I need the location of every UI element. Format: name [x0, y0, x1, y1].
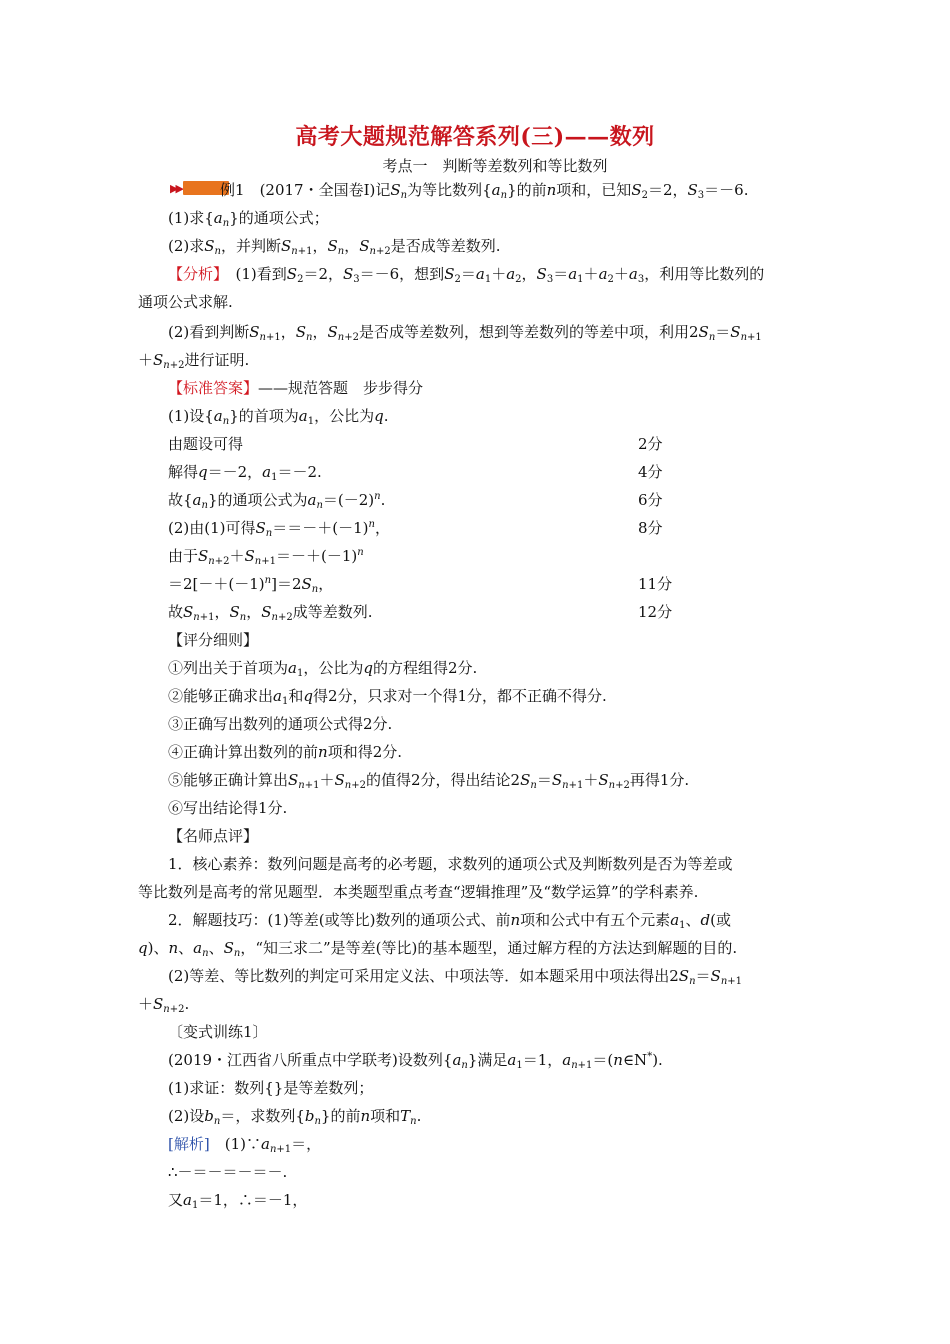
rubric-heading: 【评分细则】 [168, 631, 259, 649]
example-label: 例1 [220, 181, 245, 199]
text: ④正确计算出数列的前 [168, 743, 319, 761]
text: ＝，求数列{ [220, 1107, 305, 1125]
comment-heading: 【名师点评】 [168, 827, 259, 845]
text: ， [214, 603, 230, 621]
text: ). [652, 1051, 663, 1069]
text: ＝ [460, 265, 476, 283]
score-label: 2分 [638, 435, 663, 453]
solution-tag: [解析] [168, 1135, 210, 1153]
text: ＝－2. [277, 463, 322, 481]
text: 的方程组得2分. [372, 659, 478, 677]
text: ＋ [229, 547, 245, 565]
analysis-tag: 【分析】 [168, 265, 221, 283]
text: . [416, 1107, 422, 1125]
text: ＝1， [522, 1051, 563, 1069]
text: 、 [178, 939, 194, 957]
text: 再得1分. [629, 771, 690, 789]
text: )、 [147, 939, 169, 957]
rubric-item-2: ②能够正确求出$a_1$和q得2分，只求对一个得1分，都不正确不得分. [168, 687, 607, 707]
text: (或 [710, 911, 731, 929]
page-title: 高考大题规范解答系列(三)——数列 [295, 124, 655, 150]
text: ＝1，∴＝－1， [198, 1191, 308, 1209]
text: (2)看到判断 [168, 323, 250, 341]
text: ＝－＋(－1) [276, 547, 358, 565]
text: }的前 [507, 181, 547, 199]
text: (1)设{ [168, 407, 214, 425]
text: 的值得2分，得出结论2 [366, 771, 521, 789]
text: ， [374, 519, 390, 537]
analysis-paragraph-2: (2)看到判断$S_{n+1}$，$S_n$，$S_{n+2}$是否成等差数列，想到等差数列的等差中项，利用$2S_n=S_{n+1}$ [168, 323, 762, 343]
text: ， [312, 237, 328, 255]
text: 进行证明. [184, 351, 250, 369]
text: ， [246, 603, 262, 621]
text: ， [312, 323, 328, 341]
text: 解得 [168, 463, 199, 481]
practice-heading: 〔变式训练1〕 [168, 1023, 268, 1041]
text: 项和公式中有五个元素 [520, 911, 671, 929]
text: ＋ [138, 351, 154, 369]
answer-step-7: $=2[-+(-1)^n]=2S_n$， [168, 575, 334, 595]
score-label: 4分 [638, 463, 663, 481]
text: ，并判断 [220, 237, 281, 255]
double-arrow-icon: ▶▶ [170, 181, 181, 195]
standard-answer-tag: 【标准答案】 [168, 379, 259, 397]
text: 成等差数列. [292, 603, 373, 621]
text: 、 [685, 911, 701, 929]
text: (2)由(1)可得 [168, 519, 256, 537]
answer-step-2: 由题设可得 [168, 435, 244, 453]
text: }的通项公式为 [207, 491, 308, 509]
text: ＝ [695, 967, 711, 985]
comment-point-2: 2．解题技巧：(1)等差(或等比)数列的通项公式、前n项和公式中有五个元素$a_1$、d(或 [168, 911, 731, 931]
text: ＋ [583, 265, 599, 283]
text: 记 [375, 181, 391, 199]
text: ，公比为 [303, 659, 364, 677]
text: ， [280, 323, 296, 341]
example-statement: 例1 (2017・全国卷Ⅰ)记$S_n$为等比数列$\{a_n\}$的前n项和，已知$S_2=2$，$S_3=-6$. [220, 181, 749, 201]
text: 为等比数列{ [407, 181, 492, 199]
text: 项和得2分. [327, 743, 402, 761]
text: ＝2[－＋(－1) [168, 575, 265, 593]
rubric-item-6: ⑥写出结论得1分. [168, 799, 288, 817]
text: ， [344, 237, 360, 255]
solution-step-3: 又$a_1=1$，∴＝－1， [168, 1191, 308, 1211]
text: ]＝2 [271, 575, 302, 593]
practice-question-1: (1)求证：数列{}是等差数列； [168, 1079, 374, 1097]
text: }的前 [320, 1107, 361, 1125]
text: ， [521, 265, 537, 283]
text: (1)求{ [168, 209, 214, 227]
rubric-item-3: ③正确写出数列的通项公式得2分. [168, 715, 393, 733]
text: (2)求 [168, 237, 205, 255]
text: ， [318, 575, 334, 593]
solution-step-2: ∴－＝－＝－＝－. [168, 1163, 288, 1181]
text: ＝＝－＋(－1) [272, 519, 369, 537]
text: 故 [168, 603, 184, 621]
analysis-paragraph-2-cont: $+S_{n+2}$进行证明. [138, 351, 250, 371]
section-subtitle: 考点一 判断等差数列和等比数列 [382, 157, 608, 175]
text: ，利用等比数列的 [644, 265, 765, 283]
comment-point-3-cont: $+S_{n+2}$. [138, 995, 190, 1015]
rubric-item-1: ①列出关于首项为$a_1$，公比为q的方程组得2分. [168, 659, 478, 679]
score-label: 11分 [638, 575, 673, 593]
text: 是否成等差数列，想到等差数列的等差中项，利用2 [358, 323, 699, 341]
text: ＝－6，想到 [359, 265, 445, 283]
answer-step-5: (2)由(1)可得$S_n==-+(-1)^n$， [168, 519, 390, 539]
text: }的通项公式； [229, 209, 329, 227]
standard-answer-heading [168, 378, 423, 398]
text: ＝2， [647, 181, 688, 199]
text: ＝ [715, 323, 731, 341]
text: 2．解题技巧：(1)等差(或等比)数列的通项公式、前 [168, 911, 511, 929]
answer-step-1: (1)设$\{a_n\}$的首项为$a_1$，公比为q. [168, 407, 389, 427]
text: ①列出关于首项为 [168, 659, 289, 677]
text: 故{ [168, 491, 193, 509]
text: ＋ [319, 771, 335, 789]
text: (2)等差、等比数列的判定可采用定义法、中项法等．如本题采用中项法得出2 [168, 967, 679, 985]
example-source: (2017・全国卷Ⅰ) [259, 181, 376, 199]
text: 和 [288, 687, 304, 705]
text: ②能够正确求出 [168, 687, 274, 705]
text: ＝(－2) [322, 491, 375, 509]
comment-point-3: (2)等差、等比数列的判定可采用定义法、中项法等．如本题采用中项法得出$2S_n=S_{n+1}$ [168, 967, 743, 987]
practice-statement: (2019・江西省八所重点中学联考)设数列$\{a_n\}$满足$a_1=1$，$a_{n+1}=(n\in N^*)$. [168, 1051, 663, 1071]
rubric-item-5: ⑤能够正确计算出$S_{n+1}+S_{n+2}$的值得2分，得出结论$2S_n=S_{n+1}+S_{n+2}$再得1分. [168, 771, 690, 791]
text: 得2分，只求对一个得1分，都不正确不得分. [312, 687, 607, 705]
answer-step-3: 解得q＝－2，$a_1=-2$. [168, 463, 322, 483]
answer-step-4: 故$\{a_n\}$的通项公式为$a_n=(-2)^n$. [168, 491, 386, 511]
solution-step-1: [解析] $(1)\because a_{n+1}=$， [168, 1135, 322, 1155]
text: . [380, 491, 386, 509]
text: }满足 [467, 1051, 508, 1069]
analysis-paragraph-1: 【分析】 (1)看到$S_2=2$，$S_3=-6$，想到$S_2=a_1+a_2$，$S_3=a_1+a_2+a_3$，利用等比数列的 [168, 265, 765, 285]
question-1: (1)求$\{a_n\}$的通项公式； [168, 209, 329, 229]
text: ⑤能够正确计算出 [168, 771, 289, 789]
text: 项和 [370, 1107, 401, 1125]
text: ＋ [613, 265, 629, 283]
comment-point-2-cont: q)、n、$a_n$、$S_n$，“知三求二”是等差(等比)的基本题型，通过解方程的方法达到解题的目的. [138, 939, 738, 959]
question-2: (2)求$S_n$，并判断$S_{n+1}$，$S_n$，$S_{n+2}$是否成等差数列. [168, 237, 501, 257]
practice-question-2: (2)设$b_n=$，求数列$\{b_n\}$的前n项和$T_n$. [168, 1107, 422, 1127]
score-label: 8分 [638, 519, 663, 537]
comment-point-1: 1．核心素养：数列问题是高考的必考题，求数列的通项公式及判断数列是否为等差或 [168, 855, 733, 873]
text: ，“知三求二”是等差(等比)的基本题型，通过解方程的方法达到解题的目的. [240, 939, 738, 957]
comment-point-1-cont: 等比数列是高考的常见题型．本类题型重点考查“逻辑推理”及“数学运算”的学科素养. [138, 883, 699, 901]
text: ＋ [138, 995, 154, 1013]
text: ＝－6. [704, 181, 749, 199]
text: ＝ [553, 265, 569, 283]
text: ＝－2， [207, 463, 263, 481]
text: ＝( [592, 1051, 614, 1069]
text: (2019・江西省八所重点中学联考)设数列{ [168, 1051, 453, 1069]
text: ＋ [583, 771, 599, 789]
text: ＝ [536, 771, 552, 789]
text: . [184, 995, 190, 1013]
text: . [383, 407, 389, 425]
text: }的首项为 [229, 407, 299, 425]
text: 是否成等差数列. [390, 237, 501, 255]
score-label: 12分 [638, 603, 673, 621]
rubric-item-4: ④正确计算出数列的前n项和得2分. [168, 743, 402, 761]
text: ——规范答题 步步得分 [258, 379, 424, 397]
text: ＝， [291, 1135, 322, 1153]
text: 项和，已知 [556, 181, 632, 199]
text: ＝2， [303, 265, 343, 283]
answer-step-6: 由于$S_{n+2}+S_{n+1}=-+(-1)^n$ [168, 547, 364, 567]
text: ∈N [622, 1051, 648, 1069]
text: 由于 [168, 547, 199, 565]
text: 又 [168, 1191, 184, 1209]
text: (1)看到 [235, 265, 287, 283]
answer-step-8: 故$S_{n+1}$，$S_n$，$S_{n+2}$成等差数列. [168, 603, 373, 623]
score-label: 6分 [638, 491, 663, 509]
text: 、 [208, 939, 224, 957]
text: (2)设 [168, 1107, 205, 1125]
analysis-paragraph-1-cont: 通项公式求解. [138, 293, 233, 311]
text: ，公比为 [314, 407, 375, 425]
text: ＋ [491, 265, 507, 283]
text: (1)∵ [224, 1135, 261, 1153]
